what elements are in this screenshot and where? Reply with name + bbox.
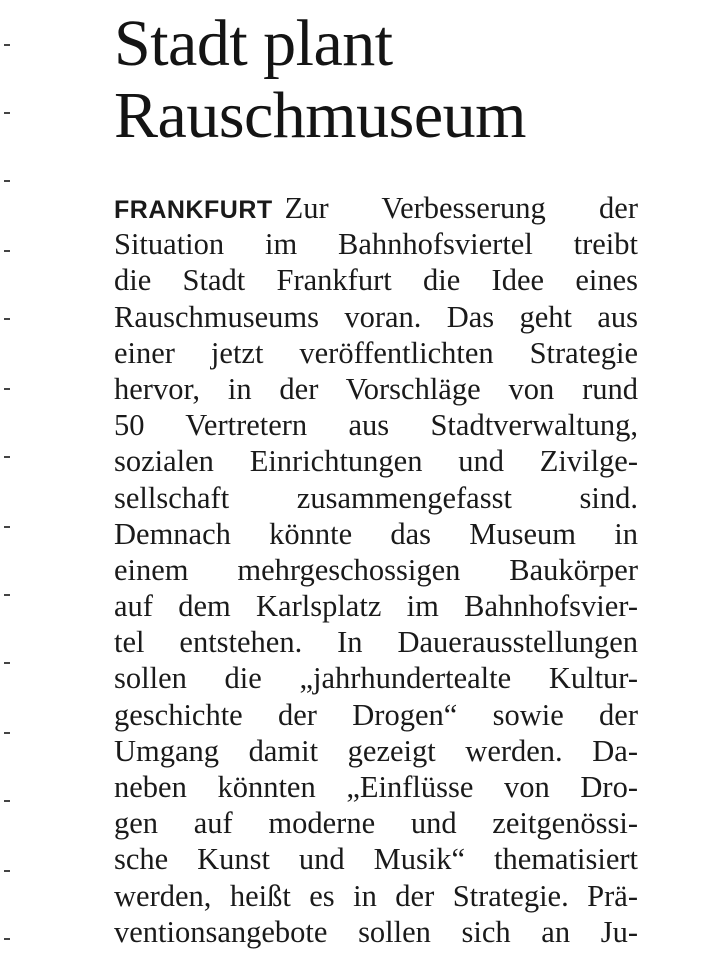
body-line: Rauschmuseums voran. Das geht aus bbox=[114, 299, 638, 334]
body-line: neben könnten „Einflüsse von Dro- bbox=[114, 770, 638, 804]
body-line: Umgang damit gezeigt werden. Da- bbox=[114, 733, 638, 768]
adjacent-column-edge bbox=[0, 0, 18, 960]
body-line: Situation im Bahnhofsviertel treibt bbox=[114, 227, 638, 262]
body-line: sozialen Einrichtungen und Zivilge- bbox=[114, 444, 638, 479]
dateline: FRANKFURT bbox=[114, 196, 273, 224]
body-line: einer jetzt veröffentlichten Strategie bbox=[114, 335, 638, 370]
body-line: Demnach könnte das Museum in bbox=[114, 516, 638, 551]
headline-line-2: Rauschmuseum bbox=[114, 79, 526, 152]
news-article bbox=[114, 8, 638, 950]
body-line: hervor, in der Vorschläge von rund bbox=[114, 371, 638, 406]
body-line: gen auf moderne und zeitgenössi- bbox=[114, 806, 638, 841]
headline-line-1: Stadt plant bbox=[114, 7, 393, 80]
article-body bbox=[114, 190, 638, 950]
body-line: 50 Vertretern aus Stadtverwaltung, bbox=[114, 408, 638, 443]
body-line: auf dem Karlsplatz im Bahnhofsvier- bbox=[114, 589, 638, 624]
body-line: die Stadt Frankfurt die Idee eines bbox=[114, 263, 638, 298]
body-line: sollen die „jahrhundertealte Kultur- bbox=[114, 661, 638, 696]
body-line: sche Kunst und Musik“ thematisiert bbox=[114, 842, 638, 877]
body-line: ventionsangebote sollen sich an Ju- bbox=[114, 914, 638, 949]
body-line: sellschaft zusammengefasst sind. bbox=[114, 480, 638, 515]
body-line: einem mehrgeschossigen Baukörper bbox=[114, 552, 638, 587]
body-line: werden, heißt es in der Strategie. Prä- bbox=[114, 878, 638, 913]
body-line: FRANKFURT Zur Verbesserung der bbox=[114, 191, 638, 225]
body-line: tel entstehen. In Dauerausstellungen bbox=[114, 625, 638, 660]
headline bbox=[114, 8, 638, 152]
body-line: geschichte der Drogen“ sowie der bbox=[114, 697, 638, 732]
